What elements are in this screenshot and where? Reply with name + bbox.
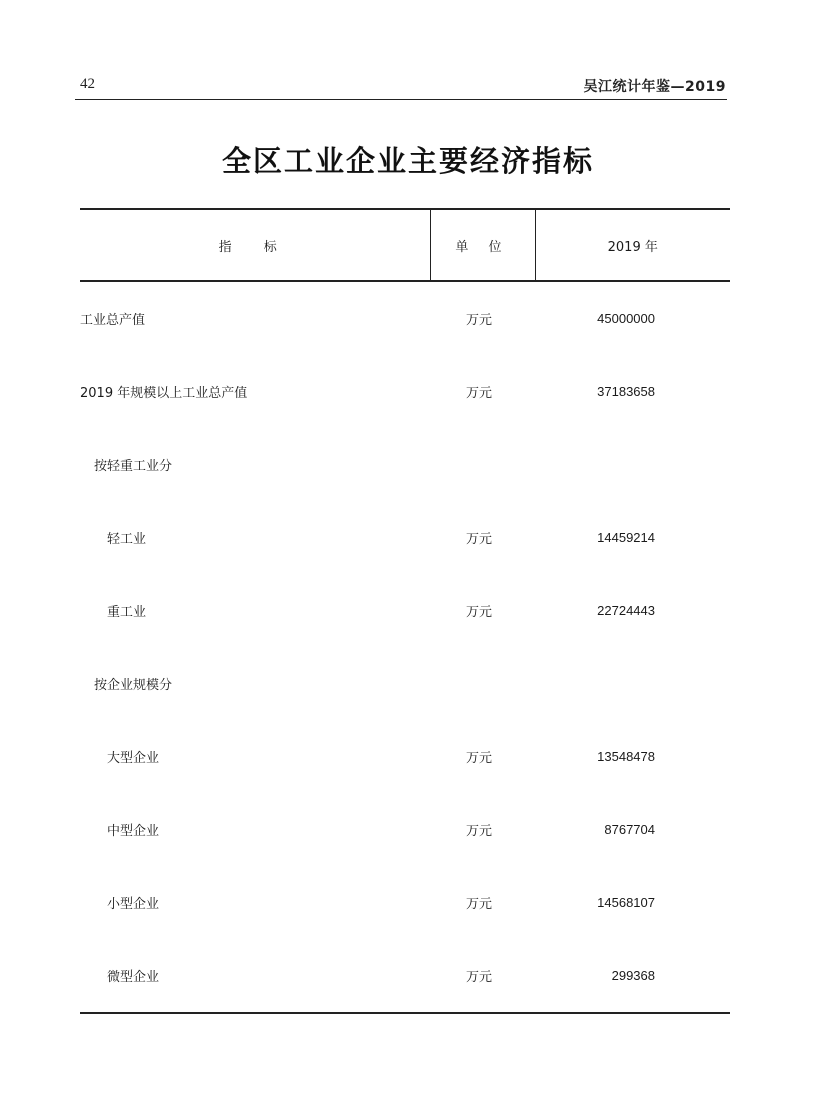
row-indicator-label: 按轻重工业分 [94,459,173,474]
row-indicator-label: 大型企业 [107,751,160,766]
row-indicator-label: 按企业规模分 [94,678,173,693]
indicator-table [80,208,730,1014]
table-row [80,355,730,428]
row-indicator-label: 微型企业 [80,939,430,1013]
row-unit: 万元 [466,532,493,547]
table-row [80,574,730,647]
row-unit: 万元 [466,386,493,401]
row-value: 299368 [535,939,730,1013]
header-rule [75,99,727,100]
row-value [535,647,730,720]
table-row [80,939,730,1013]
row-unit: 万元 [466,605,493,620]
table-row [80,501,730,574]
row-unit: 万元 [466,824,493,839]
table-row [80,720,730,793]
row-value: 37183658 [597,384,655,399]
row-value: 13548478 [597,749,655,764]
table-row [80,428,730,501]
row-indicator-label: 中型企业 [107,824,160,839]
row-indicator-label: 小型企业 [107,897,160,912]
table-row [80,793,730,866]
row-indicator-label: 2019 年规模以上工业总产值 [80,386,248,401]
row-value [535,428,730,501]
column-header-indicator: 指 标 [80,209,430,281]
row-unit: 万元 [430,939,535,1013]
row-unit: 万元 [466,897,493,912]
row-unit [430,428,535,501]
row-value: 14459214 [597,530,655,545]
page-number: 42 [80,76,95,92]
table-row [80,866,730,939]
table-row [80,647,730,720]
row-value: 14568107 [597,895,655,910]
row-indicator-label: 工业总产值 [80,313,146,328]
row-indicator-label: 重工业 [107,605,147,620]
table-body [80,281,730,1013]
page-title: 全区工业企业主要经济指标 [221,144,594,178]
table-row [80,281,730,355]
row-value: 8767704 [604,822,655,837]
row-value: 22724443 [597,603,655,618]
row-unit [430,647,535,720]
column-header-year: 2019 年 [535,209,730,281]
row-unit: 万元 [466,313,493,328]
row-value: 45000000 [597,311,655,326]
row-unit: 万元 [466,751,493,766]
running-title: 吴江统计年鉴—2019 [583,79,726,95]
column-header-unit: 单 位 [430,209,535,281]
row-indicator-label: 轻工业 [107,532,147,547]
table-header-row [80,209,730,281]
